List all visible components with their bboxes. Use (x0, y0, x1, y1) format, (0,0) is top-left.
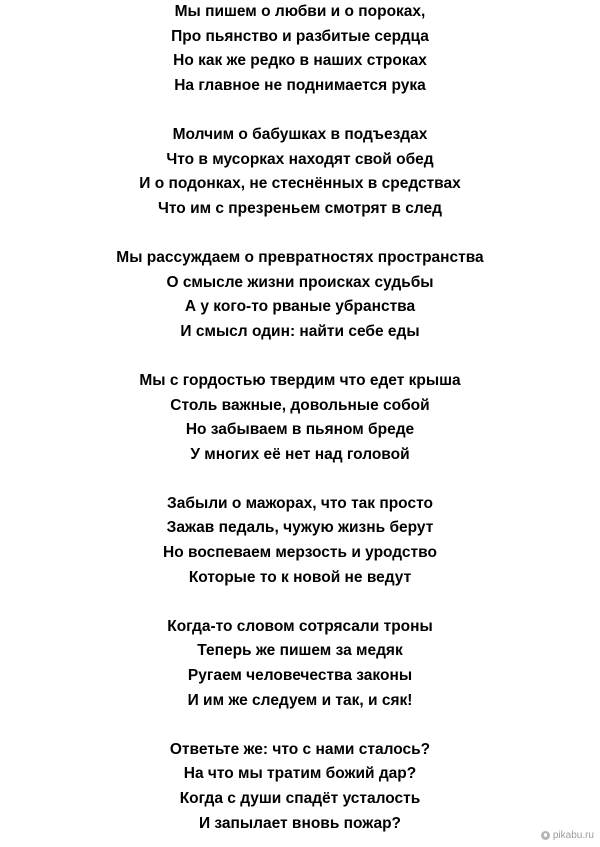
poem-line: У многих её нет над головой (190, 445, 410, 463)
poem-line: Которые то к новой не ведут (188, 568, 412, 586)
poem-line: Про пьянство и разбитые сердца (171, 27, 429, 45)
pikabu-logo-icon (541, 831, 550, 840)
stanza-7 (0, 738, 600, 836)
poem-line: А у кого-то рваные убранства (184, 298, 416, 316)
poem-line: Когда с души спадёт усталость (179, 790, 421, 807)
stanza-5 (0, 492, 600, 590)
poem-line: На главное не поднимается рука (174, 76, 426, 94)
pikabu-watermark (541, 830, 594, 841)
poem-line: Ругаем человечества законы (187, 667, 413, 685)
poem-line: Мы рассуждаем о превратностях пространства (116, 248, 484, 266)
poem-line: Но забываем в пьяном бреде (185, 421, 415, 439)
poem-line: Теперь же пишем за медяк (197, 642, 403, 660)
stanza-4 (0, 369, 600, 467)
poem-line: Но воспеваем мерзость и уродство (163, 544, 437, 562)
watermark-text: pikabu.ru (552, 830, 594, 841)
poem-line: Забыли о мажорах, что так просто (167, 494, 433, 512)
poem-line: Когда-то словом сотрясали троны (167, 617, 433, 635)
poem-line: Мы с гордостью твердим что едет крыша (139, 371, 461, 389)
poem-line: На что мы тратим божий дар? (183, 765, 417, 783)
poem-line: Но как же редко в наших строках (173, 52, 427, 70)
poem-line: Ответьте же: что с нами сталось? (169, 740, 431, 758)
poem-line: Что в мусорках находят свой обед (166, 150, 434, 168)
poem-line: Зажав педаль, чужую жизнь берут (166, 519, 434, 537)
stanza-2 (0, 123, 600, 221)
poem-line: Мы пишем о любви и о пороках, (174, 3, 426, 20)
poem-line: Что им с презреньем смотрят в след (158, 199, 442, 217)
poem-line: И смысл один: найти себе еды (180, 322, 420, 340)
poem-line: И им же следуем и так, и сяк! (187, 691, 413, 709)
poem-line: Столь важные, довольные собой (170, 396, 430, 414)
stanza-1 (0, 0, 600, 98)
poem-line: И о подонках, не стеснённых в средствах (139, 175, 461, 193)
poem-line: И запылает вновь пожар? (198, 814, 402, 832)
stanza-6 (0, 615, 600, 713)
poem-line: Молчим о бабушках в подъездах (172, 125, 428, 143)
poem-line: О смысле жизни происках судьбы (166, 273, 434, 291)
stanza-3 (0, 246, 600, 344)
